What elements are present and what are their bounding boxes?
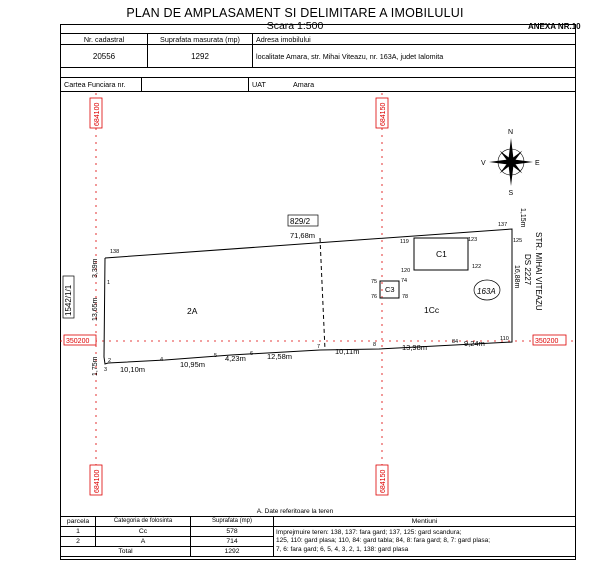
cadastral-1542-label: 1542/1/1 <box>64 284 73 316</box>
street-code: DS 2227 <box>523 254 532 286</box>
pt-75: 75 <box>371 279 378 285</box>
street-name: STR. MIHAI VITEAZU <box>534 232 543 311</box>
building-c1-label: C1 <box>436 249 447 259</box>
dim-left-lower: 1,75m <box>92 356 99 376</box>
compass-e: E <box>535 160 540 167</box>
cf-label: Cartea Funciara nr. <box>61 78 142 92</box>
total-value: 1292 <box>191 547 274 557</box>
scale-label: Scara 1:500 <box>266 20 324 32</box>
row1-categoria: Cc <box>96 527 191 537</box>
dim-bottom-6: 13,98m <box>402 343 428 352</box>
parcel-1cc-label: 1Cc <box>424 305 440 315</box>
pt-76: 76 <box>371 294 378 300</box>
parcel-outline <box>104 229 512 364</box>
pt-125: 125 <box>513 238 523 244</box>
mentiuni-cell <box>274 527 576 557</box>
grid-label-boxes <box>64 98 566 495</box>
pt-2: 2 <box>108 358 112 364</box>
row2-parcela: 2 <box>61 537 96 547</box>
pt-8: 8 <box>373 342 377 348</box>
pt-122: 122 <box>472 264 482 270</box>
pt-6: 6 <box>250 351 254 357</box>
grid-label-left-top: 684100 <box>94 102 101 126</box>
col-parcela: parcela <box>61 517 96 527</box>
terrain-table-caption: A. Date referitoare la teren <box>256 508 334 515</box>
pt-84: 84 <box>452 339 459 345</box>
dim-bottom-7: 9,24m <box>464 339 485 348</box>
row2-categoria: A <box>96 537 191 547</box>
col-mentiuni: Mentiuni <box>274 517 576 527</box>
col-suprafata: Suprafata (mp) <box>191 517 274 527</box>
anexa-label: ANEXA NR.10 <box>528 22 581 31</box>
dim-right-upper: 1,15m <box>519 208 526 228</box>
pt-120: 120 <box>401 268 411 274</box>
dim-right-main: 16,88m <box>513 265 520 289</box>
pt-78: 78 <box>402 294 409 300</box>
parcel-labels <box>187 249 496 316</box>
nr-cadastral-label: Nr. cadastral <box>61 34 148 45</box>
row1-parcela: 1 <box>61 527 96 537</box>
grid-label-mid-bottom: 684150 <box>380 469 387 493</box>
parcel-2a-label: 2A <box>187 306 198 316</box>
pt-138: 138 <box>110 249 120 255</box>
pt-4: 4 <box>160 357 164 363</box>
row2-suprafata: 714 <box>191 537 274 547</box>
dim-bottom-4: 12,58m <box>267 352 293 361</box>
dim-bottom-3: 4,23m <box>225 354 246 363</box>
dim-bottom-5: 10,11m <box>335 347 360 356</box>
parcel-division-line <box>320 238 325 350</box>
parcel-boundary <box>104 229 512 364</box>
number-163a-label: 163A <box>477 287 496 296</box>
grid-label-mid-top: 684150 <box>380 102 387 126</box>
pt-110: 110 <box>500 336 509 342</box>
grid-label-row-left: 350200 <box>66 338 90 345</box>
grid-label-left-bottom: 684100 <box>94 469 101 493</box>
pt-74: 74 <box>401 278 408 284</box>
compass-rose-icon <box>481 129 540 197</box>
mentiuni-line-1: Imprejmuire teren: 138, 137: fara gard; 137, 125: gard scandura; <box>276 528 462 536</box>
grid-lines <box>60 93 576 498</box>
compass-n: N <box>508 129 514 136</box>
cadastral-829-label: 829/2 <box>290 217 311 226</box>
row1-suprafata: 578 <box>191 527 274 537</box>
document-title: PLAN DE AMPLASAMENT SI DELIMITARE A IMOBILULUI <box>126 6 464 20</box>
pt-1: 1 <box>107 280 111 286</box>
mentiuni-line-3: 7, 6: fara gard; 6, 5, 4, 3, 2, 1, 138: gard plasa <box>276 545 409 553</box>
dim-left-main: 13,65m <box>92 297 99 321</box>
building-c3-label: C3 <box>385 285 395 294</box>
col-categoria: Categoria de folosinta <box>96 517 191 527</box>
pt-119: 119 <box>400 239 409 245</box>
street-labels <box>523 232 543 311</box>
terrain-header-row <box>61 517 576 527</box>
adresa-value: localitate Amara, str. Mihai Viteazu, nr. 163A, judet Ialomita <box>253 45 576 68</box>
adresa-label: Adresa imobilului <box>253 34 576 45</box>
dim-top: 71,68m <box>290 231 316 240</box>
suprafata-label: Suprafata masurata (mp) <box>148 34 253 45</box>
uat-label: UAT <box>249 78 291 92</box>
compass-s: S <box>508 190 514 197</box>
dim-bottom-2: 10,95m <box>180 360 206 369</box>
total-label: Total <box>61 547 191 557</box>
nr-cadastral-value: 20556 <box>61 45 148 68</box>
pt-7: 7 <box>317 344 321 350</box>
dim-left-upper: 3,39m <box>92 258 99 278</box>
dim-bottom-1: 10,10m <box>120 365 146 374</box>
pt-5: 5 <box>214 353 218 359</box>
pt-137: 137 <box>498 222 508 228</box>
pt-123: 123 <box>468 237 478 243</box>
terrain-data-table <box>60 516 576 557</box>
uat-value: Amara <box>290 78 576 92</box>
cadastral-label-boxes <box>63 215 318 318</box>
terrain-row-1 <box>61 527 576 537</box>
suprafata-value: 1292 <box>148 45 253 68</box>
mentiuni-line-2: 125, 110: gard plasa; 110, 84: gard tabla; 84, 8: fara gard; 8, 7: gard plasa; <box>276 537 491 545</box>
compass-v: V <box>481 160 486 167</box>
grid-label-row-right: 350200 <box>535 338 559 345</box>
pt-3: 3 <box>104 367 108 373</box>
